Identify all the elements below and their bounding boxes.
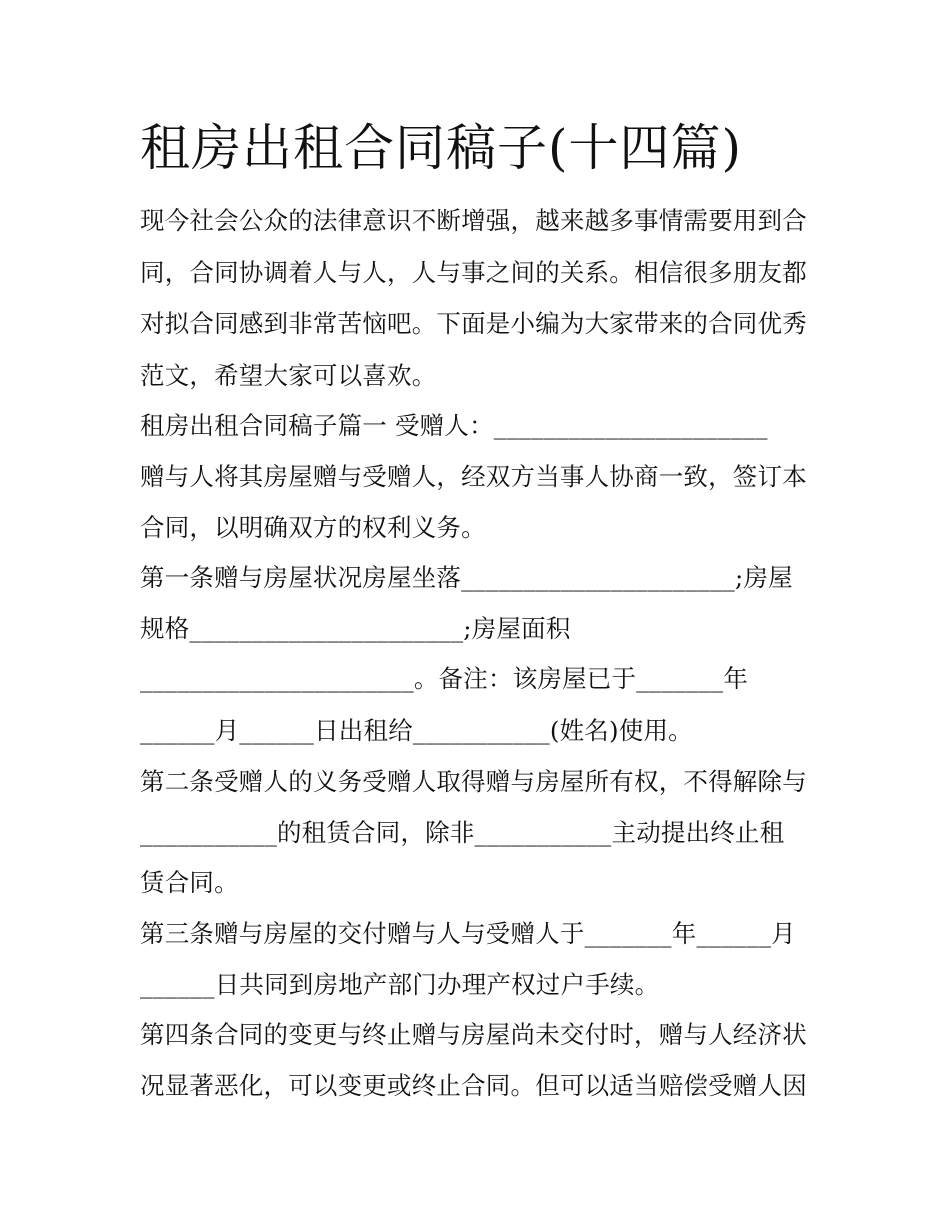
body-line: 第四条合同的变更与终止赠与房屋尚未交付时，赠与人经济状 [140,1020,807,1049]
body-line: ______________________。备注：该房屋已于_______年 [140,664,749,693]
body-line: 范文，希望大家可以喜欢。 [140,361,437,390]
body-line: 况显著恶化，可以变更或终止合同。但可以适当赔偿受赠人因 [140,1071,807,1100]
body-line: 第二条受赠人的义务受赠人取得赠与房屋所有权，不得解除与 [140,767,807,796]
body-line: ______日共同到房地产部门办理产权过户手续。 [140,970,660,999]
document-title: 租房出租合同稿子(十四篇) [140,119,743,177]
body-line: 租房出租合同稿子篇一 受赠人：______________________ [140,411,768,440]
body-line: ______月______日出租给___________(姓名)使用。 [140,716,693,745]
body-line: 合同，以明确双方的权利义务。 [140,513,486,542]
body-line: 第三条赠与房屋的交付赠与人与受赠人于_______年______月 [140,919,796,948]
body-line: ___________的租赁合同，除非___________主动提出终止租 [140,818,785,847]
body-line: 赁合同。 [140,868,239,897]
body-line: 第一条赠与房屋状况房屋坐落______________________;房屋 [140,563,793,592]
body-line: 规格______________________;房屋面积 [140,614,571,643]
body-line: 赠与人将其房屋赠与受赠人，经双方当事人协商一致，签订本 [140,462,807,491]
body-line: 现今社会公众的法律意识不断增强，越来越多事情需要用到合 [140,206,807,235]
body-line: 对拟合同感到非常苦恼吧。下面是小编为大家带来的合同优秀 [140,309,807,338]
body-line: 同，合同协调着人与人，人与事之间的关系。相信很多朋友都 [140,258,807,287]
